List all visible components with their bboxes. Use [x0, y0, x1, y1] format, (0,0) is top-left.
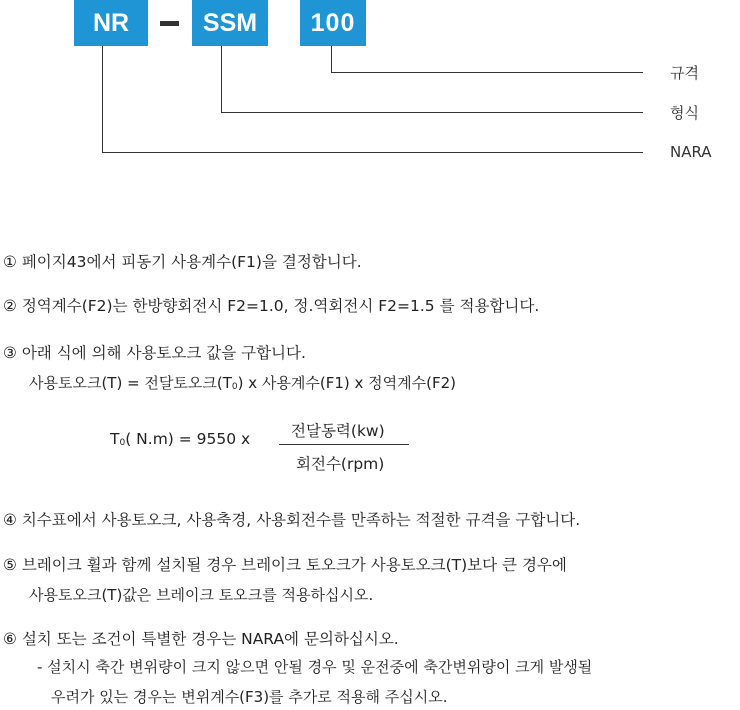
code-part-size: 100 [300, 0, 366, 46]
code-part-type: SSM [192, 0, 268, 46]
callout-type-vertical [221, 46, 222, 113]
step-2: ② 정역계수(F2)는 한방향회전시 F2=1.0, 정.역회전시 F2=1.5 를 적용합니다. [3, 297, 540, 315]
t0-symbol: T [110, 430, 120, 448]
step-5-line-1: ⑤ 브레이크 휠과 함께 설치될 경우 브레이크 토오크가 사용토오크(T)보다 큰 경우에 [3, 556, 567, 574]
code-separator-dash [160, 21, 179, 26]
t0-subscript: 0 [119, 438, 126, 448]
callout-type-horizontal [221, 112, 643, 113]
callout-size-vertical [331, 46, 332, 73]
step-5-line-2: 사용토오크(T)값은 브레이크 토오크를 적용하십시오. [29, 586, 374, 604]
step-4: ④ 치수표에서 사용토오크, 사용축경, 사용회전수를 만족하는 적절한 규격을 구합니다. [3, 511, 581, 529]
callout-series-vertical [102, 46, 103, 153]
fraction-numerator: 전달동력(kw) [291, 422, 385, 440]
t0-equation: ( N.m) = 9550 x [125, 430, 251, 448]
formula-suffix: ) x 사용계수(F1) x 정역계수(F2) [237, 374, 456, 392]
step-3: ③ 아래 식에 의해 사용토오크 값을 구합니다. [3, 344, 306, 362]
step-6-note-line-2: 우려가 있는 경우는 변위계수(F3)를 추가로 적용해 주십시오. [51, 688, 448, 706]
step-6-note-line-1: - 설치시 축간 변위량이 크지 않으면 안될 경우 및 운전중에 축간변위량이 크게 발생될 [37, 658, 593, 676]
step-1: ① 페이지43에서 피동기 사용계수(F1)을 결정합니다. [3, 253, 362, 271]
formula-subscript: 0 [231, 382, 238, 392]
legend-size-label: 규격 [670, 64, 699, 82]
legend-brand-label: NARA [670, 143, 712, 161]
formula-prefix: 사용토오크(T) = 전달토오크(T [29, 374, 232, 392]
t0-expression [110, 430, 250, 448]
callout-series-horizontal [102, 152, 643, 153]
callout-size-horizontal [331, 72, 643, 73]
legend-type-label: 형식 [670, 104, 699, 122]
fraction-bar [279, 444, 409, 445]
step-6: ⑥ 설치 또는 조건이 특별한 경우는 NARA에 문의하십시오. [3, 630, 399, 648]
code-part-series: NR [74, 0, 148, 46]
step-3-formula [29, 372, 456, 393]
fraction-denominator: 회전수(rpm) [296, 455, 385, 473]
